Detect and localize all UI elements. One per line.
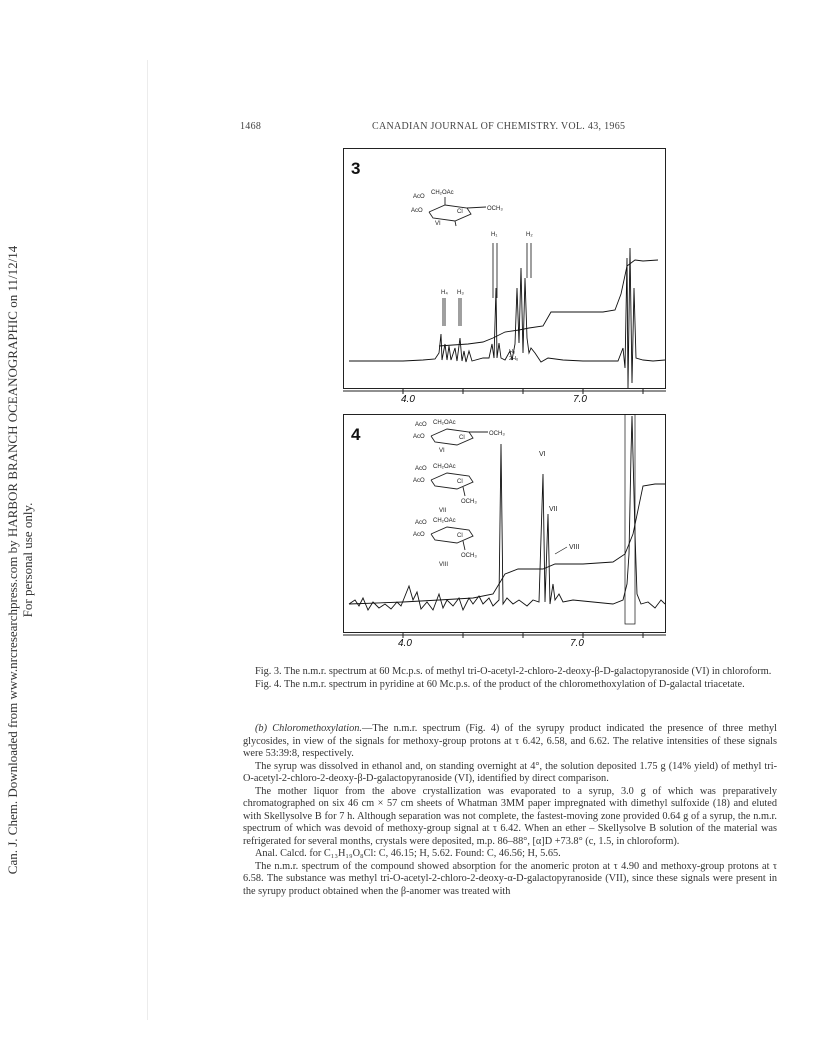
- watermark-line-2: For personal use only.: [20, 502, 35, 618]
- peak-label-h5: H₅: [509, 349, 516, 355]
- structure-label: VI: [435, 221, 441, 227]
- axis-label-4: 4.0: [398, 638, 412, 649]
- axis-label-7: 7.0: [573, 394, 587, 405]
- svg-text:Cl: Cl: [459, 435, 465, 441]
- x-axis: [343, 388, 666, 405]
- peak-label-h3: H₃: [457, 290, 464, 296]
- paragraph-5: The n.m.r. spectrum of the compound showed absorption for the anomeric proton at τ 4.90 and methoxy-group protons at τ 6.58. The substance was methyl tri-O-acetyl-2-chloro-2-deoxy-α-D-galactopyranoside (VII), since these signals were present in the syrupy product obtained when the β-anomer was treated with: [243, 860, 777, 897]
- paragraph-1: (b) Chloromethoxylation.—The n.m.r. spectrum (Fig. 4) of the syrupy product indicated the presence of three methyl glycosides, in view of the signals for methoxy-group protons at τ 6.42, 6.58, and 6.62. The relative intensities of these signals were 53:39:8, respectively.: [243, 723, 777, 759]
- margin-divider: [147, 60, 148, 1020]
- peak-label-2h6: 2H₆: [509, 356, 519, 362]
- structure-vi: [411, 190, 503, 227]
- download-watermark: [0, 0, 40, 1056]
- svg-text:CH₂OAc: CH₂OAc: [431, 190, 454, 196]
- svg-text:AcO: AcO: [415, 466, 427, 472]
- svg-text:Cl: Cl: [457, 533, 463, 539]
- peak-label-h4: H₄: [441, 290, 448, 296]
- body-text: [243, 723, 777, 898]
- svg-text:CH₂OAc: CH₂OAc: [433, 518, 456, 524]
- figure-4: [343, 414, 666, 650]
- svg-text:AcO: AcO: [415, 520, 427, 526]
- peak-label-vi: VI: [539, 451, 546, 458]
- svg-text:VI: VI: [439, 448, 445, 454]
- svg-text:AcO: AcO: [413, 478, 425, 484]
- paragraph-3: The mother liquor from the above crystallization was evaporated to a syrup, 3.0 g of which was preparatively chromatographed on six 46 cm × 57 cm sheets of Whatman 3MM paper impregnated with dimethyl sulfoxide (18) and eluted with Skellysolve B for 7 h. Although separation was not complete, the fastest-moving zone provided 0.64 g of a syrup, the n.m.r. spectrum of which was devoid of methoxy-group signal at τ 6.42. When an ether – Skellysolve B solution of the material was refrigerated for several months, crystals were deposited, m.p. 86–88°, [α]D +73.8° (c, 1.5, in chloroform).: [243, 785, 777, 847]
- spectrum-trace: [349, 248, 665, 388]
- svg-text:Cl: Cl: [457, 479, 463, 485]
- figure-number: 3: [351, 159, 361, 178]
- paragraph-4: Anal. Calcd. for C₁₃H₁₉O₈Cl: C, 46.15; H, 5.62. Found: C, 46.56; H, 5.65.: [255, 848, 561, 859]
- svg-text:AcO: AcO: [413, 194, 425, 200]
- journal-title: CANADIAN JOURNAL OF CHEMISTRY. VOL. 43, 1965: [372, 121, 626, 132]
- svg-text:VII: VII: [439, 508, 447, 514]
- peak-label-vii: VII: [549, 506, 558, 513]
- svg-text:AcO: AcO: [411, 208, 423, 214]
- structure-vi: [413, 420, 505, 454]
- axis-label-4: 4.0: [401, 394, 415, 405]
- structure-vii: [413, 464, 477, 514]
- svg-text:VIII: VIII: [439, 562, 449, 568]
- paragraph-2: The syrup was dissolved in ethanol and, on standing overnight at 4°, the solution deposited 1.75 g (14% yield) of methyl tri-O-acetyl-2-chloro-2-deoxy-β-D-galactopyranoside (VI), identified by direct comparison.: [243, 760, 777, 784]
- figure-3: [343, 148, 666, 408]
- svg-text:CH₂OAc: CH₂OAc: [433, 464, 456, 470]
- svg-text:AcO: AcO: [413, 434, 425, 440]
- x-axis: [343, 632, 666, 649]
- svg-text:CH₂OAc: CH₂OAc: [433, 420, 456, 426]
- peak-label-h2: H₂: [526, 232, 533, 238]
- svg-text:Cl: Cl: [457, 209, 463, 215]
- svg-text:AcO: AcO: [415, 422, 427, 428]
- section-heading: (b) Chloromethoxylation.: [255, 723, 363, 734]
- peak-label-viii: VIII: [569, 544, 580, 551]
- figure-number: 4: [351, 425, 361, 444]
- caption-fig-3: Fig. 3. The n.m.r. spectrum at 60 Mc.p.s. of methyl tri-O-acetyl-2-chloro-2-deoxy-β-D-galactopyranoside (VI) in chloroform.: [255, 666, 772, 677]
- svg-text:AcO: AcO: [413, 532, 425, 538]
- running-header: [240, 121, 777, 135]
- svg-text:OCH₃: OCH₃: [487, 206, 503, 212]
- peak-label-h1: H₁: [491, 232, 498, 238]
- svg-text:OCH₃: OCH₃: [489, 431, 505, 437]
- spectrum-trace: [349, 414, 665, 624]
- caption-fig-4: Fig. 4. The n.m.r. spectrum in pyridine at 60 Mc.p.s. of the product of the chloromethoxylation of D-galactal triacetate.: [255, 678, 745, 690]
- structure-viii: [413, 518, 477, 568]
- svg-text:OCH₃: OCH₃: [461, 553, 477, 559]
- figure-captions: [243, 666, 777, 691]
- axis-label-7: 7.0: [570, 638, 584, 649]
- page-number: 1468: [240, 121, 262, 132]
- svg-text:OCH₃: OCH₃: [461, 499, 477, 505]
- watermark-line-1: Can. J. Chem. Downloaded from www.nrcresearchpress.com by HARBOR BRANCH OCEANOGRAPHIC on 11/12/14: [5, 245, 20, 875]
